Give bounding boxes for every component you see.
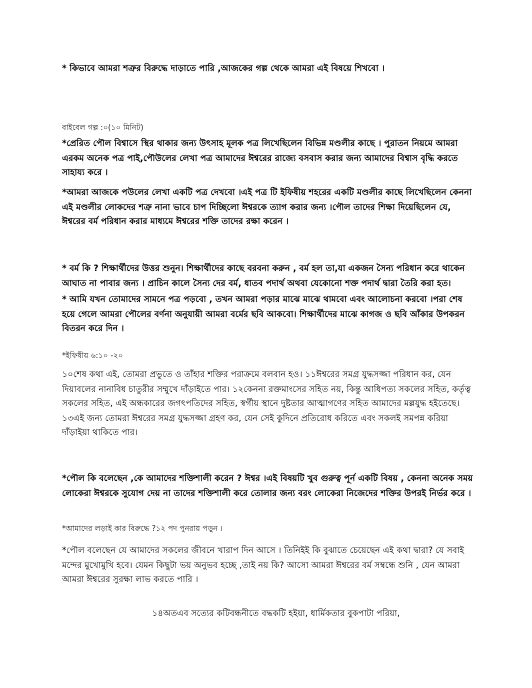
evil-day-paragraph: *পৌল বলেছেন যে আমাদের সকলের জীবনে খারাপ দিন আসে । তিনিইই কি বুঝাতে চেয়েছেন এই কথা দ্বারা? যে সবাই মন্দের মুখোমুখি হবে। যেমন কিছুটা ভয় অনুভব হচ্ছে ,তাই নয় কি? আসো আমরা ঈশ্বরের বর্ম সম্বন্ধে শুনি , যেন আমরা আমরা ঈশ্বরের সুরক্ষা লাভ করতে পারি । [62, 546, 465, 586]
ephesians-letter-paragraph: *আমরা আজকে পউলের লেখা একটি পত্র দেখবো ।এই পত্র টি ইফিষীয় শহরের একটি মণ্ডলীর কাছে লিখেছিলেন কেননা এই মণ্ডলীর লোকদের শত্রু নানা ভাবে চাপ দিচ্ছিলো ঈশ্বরকে ত্যাগ করার জন্য ।পৌল তাদের শিক্ষা দিয়েছিলেন যে, ঈশ্বরের বর্ম পরিধান করার মাধ্যমে ঈশ্বরের শক্তি তাদের রক্ষা করেন । [62, 188, 472, 228]
reading-instructions-paragraph: * আমি যখন তোমাদের সামনে পত্র পড়বো , তখন আমরা পড়ার মাঝে মাঝে থামবো এবং আলোচনা করবো ।পরা শেষ হয়ে গেলে আমরা পৌলের বর্ণনা অনুযায়ী আমরা বর্মের ছবি আকবো। শিক্ষার্থীদের মাঝে কাগজ ও ছবি আঁকার উপকরন বিতরন করে দিন । [62, 295, 465, 335]
scripture-reference: *ইফিষীয় ৬:১০ -২০ [62, 351, 124, 360]
battle-question: *আমাদের লড়াই কার বিরুদ্ধে ?১২ পদ পুনরায় পড়ুন । [62, 524, 223, 533]
strength-discussion-paragraph: *পৌল কি বলেছেন ,কে আমাদের শক্তিশালী করেন ? ঈশ্বর ।এই বিষয়টি খুব গুরুত্ব পূর্ন একটি বিষয় , কেননা অনেক সময় লোকেরা ঈশ্বরকে সুযোগ দেয় না তাদের শক্তিশালী করে তোলার জন্য বরং লোকেরা নিজেদের শক্তির উপরই নির্ভর করে । [62, 474, 473, 499]
scripture-passage: ১০শেষ কথা এই, তোমরা প্রভুতে ও তাঁহার শক্তির পরাক্রমে বলবান হও। ১১ঈশ্বরের সমগ্র যুদ্ধসজ্জা পরিধান কর, যেন দিয়াবলের নানাবিধ চাতুরীর সম্মুখে দাঁড়াইতে পার। ১২কেননা রক্তমাংসের সহিত নয়, কিন্তু আধিপত্য সকলের সহিত, কর্তৃত্ব সকলের সহিত, এই অন্ধকারের জগৎপতিদের সহিত, স্বর্গীয় স্থানে দুষ্টতার আত্মাগণের সহিত আমাদের মল্লযুদ্ধ হইতেছে। ১৩এই জন্য তোমরা ঈশ্বরের সমগ্র যুদ্ধসজ্জা গ্রহণ কর, যেন সেই কুদিনে প্রতিরোধ করিতে এবং সকলই সমপন্ন করিয়া দাঁড়াইয়া থাকিতে পার। [62, 370, 471, 439]
armor-question-paragraph: * বর্ম কি ? শিক্ষার্থীদের উত্তর শুনুন। শিক্ষার্থীদের কাছে বরবনা করুন , বর্ম হল তা,যা একজন সৈন্য পরিধান করে থাকেন আঘাত না পাবার জন্য । প্রাচিন কালে সৈন্য দের বর্ম, ধাতব পদার্থ অথবা যেকোনো শক্ত পদার্থ দ্বারা তৈরি করা হত। [62, 264, 465, 289]
scripture-verse-14: ১৪অতএব সত্যের কটিবন্ধনীতে বদ্ধকটি হইয়া, ধার্মিকতার বুকপাটা পরিয়া, [152, 609, 400, 619]
bible-story-heading: বাইবেল গল্প :০(১০ মিনিট) [62, 123, 144, 132]
paul-letters-paragraph: *প্রেরিত পৌল বিশ্বাসে স্থির থাকার জন্য উৎসাহ মূলক পত্র লিখেছিলেন বিভিন্ন মণ্ডলীর কাছে । পুরাতন নিয়মে আমরা এরকম অনেক পত্র পাই,পৌউলের লেখা পত্র আমাদের ঈশ্বরের রাজ্যে বসবাস করার জন্য আমাদের বিশ্বাস বৃদ্ধি করতে সাহায্য করে । [62, 139, 458, 179]
lesson-objective: * কিভাবে আমরা শত্রুর বিরুদ্ধে দাড়াতে পারি ,আজকের গল্প থেকে আমরা এই বিষয়ে শিখবো । [62, 64, 385, 74]
